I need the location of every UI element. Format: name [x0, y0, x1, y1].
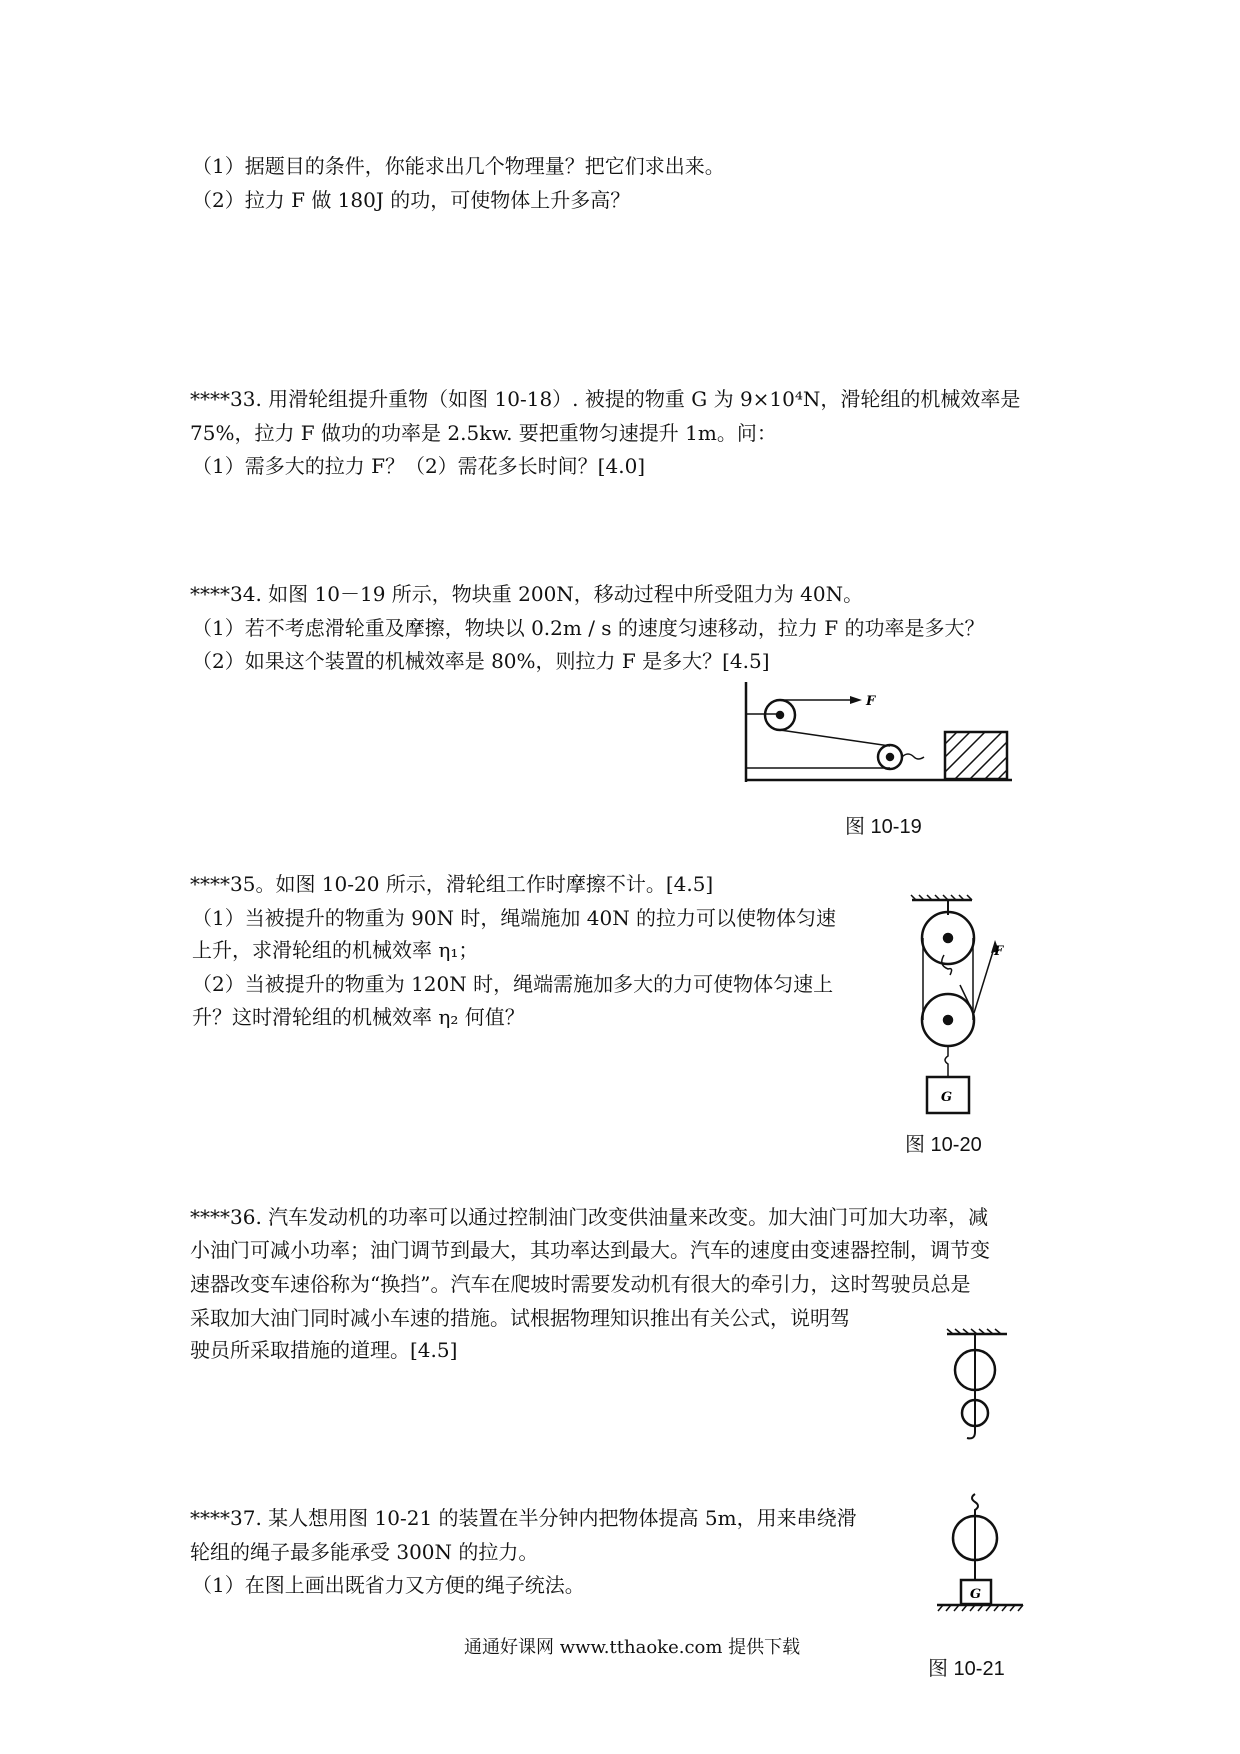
figure-caption: 图 10-20 — [905, 1134, 982, 1156]
problem-35-line: ****35。如图 10-20 所示，滑轮组工作时摩擦不计。[4.5] — [190, 872, 714, 896]
figure-10-21-pulleys — [945, 1330, 1025, 1440]
problem-35-line: （1）当被提升的物重为 90N 时，绳端施加 40N 的拉力可以使物体匀速 — [192, 906, 837, 930]
problem-33-line: （1）需多大的拉力 F？（2）需花多长时间？[4.0] — [192, 454, 646, 478]
arrow-icon — [850, 696, 862, 704]
figure-caption: 图 10-21 — [928, 1658, 1005, 1680]
problem-33-line: ****33. 用滑轮组提升重物（如图 10-18）. 被提的物重 G 为 9×10⁴N，滑轮组的机械效率是 — [190, 387, 1021, 411]
problem-37-line: 轮组的绳子最多能承受 300N 的拉力。 — [190, 1540, 539, 1564]
figure-10-21-weight — [935, 1490, 1045, 1620]
problem-33-line: 75%，拉力 F 做功的功率是 2.5kw. 要把重物匀速提升 1m。问： — [190, 421, 777, 445]
problem-35-line: 上升，求滑轮组的机械效率 η₁； — [192, 938, 479, 962]
problem-35-line: （2）当被提升的物重为 120N 时，绳端需施加多大的力可使物体匀速上 — [192, 972, 834, 996]
figure-10-20 — [910, 895, 1030, 1125]
problem-36-line: ****36. 汽车发动机的功率可以通过控制油门改变供油量来改变。加大油门可加大功率，减 — [190, 1205, 989, 1229]
figure-caption: 图 10-19 — [845, 816, 922, 838]
problem-34-line: （1）若不考虑滑轮重及摩擦，物块以 0.2m / s 的速度匀速移动，拉力 F 的功率是多大？ — [192, 616, 985, 640]
weight-label: G — [941, 1090, 953, 1105]
text-line: （2）拉力 F 做 180J 的功，可使物体上升多高？ — [192, 188, 631, 212]
text-line: （1）据题目的条件，你能求出几个物理量？把它们求出来。 — [192, 154, 725, 178]
problem-36-line: 速器改变车速俗称为“换挡”。汽车在爬坡时需要发动机有很大的牵引力，这时驾驶员总是 — [190, 1272, 971, 1296]
problem-35-line: 升？这时滑轮组的机械效率 η₂ 何值？ — [192, 1005, 525, 1029]
problem-34-line: （2）如果这个装置的机械效率是 80%，则拉力 F 是多大？[4.5] — [192, 649, 770, 673]
problem-36-line: 小油门可减小功率；油门调节到最大，其功率达到最大。汽车的速度由变速器控制，调节变 — [190, 1238, 990, 1262]
weight-label: G — [970, 1587, 982, 1602]
problem-36-line: 采取加大油门同时减小车速的措施。试根据物理知识推出有关公式，说明驾 — [190, 1306, 850, 1330]
problem-36-line: 驶员所采取措施的道理。[4.5] — [190, 1338, 458, 1362]
problem-34-line: ****34. 如图 10－19 所示，物块重 200N，移动过程中所受阻力为 40N。 — [190, 582, 864, 606]
force-label: F — [866, 694, 876, 709]
force-label: F — [994, 944, 1004, 959]
problem-37-line: ****37. 某人想用图 10-21 的装置在半分钟内把物体提高 5m，用来串绕滑 — [190, 1506, 857, 1530]
page-footer: 通通好课网 www.tthaoke.com 提供下载 — [464, 1637, 801, 1658]
figure-10-19 — [740, 682, 1020, 792]
problem-37-line: （1）在图上画出既省力又方便的绳子统法。 — [192, 1573, 585, 1597]
